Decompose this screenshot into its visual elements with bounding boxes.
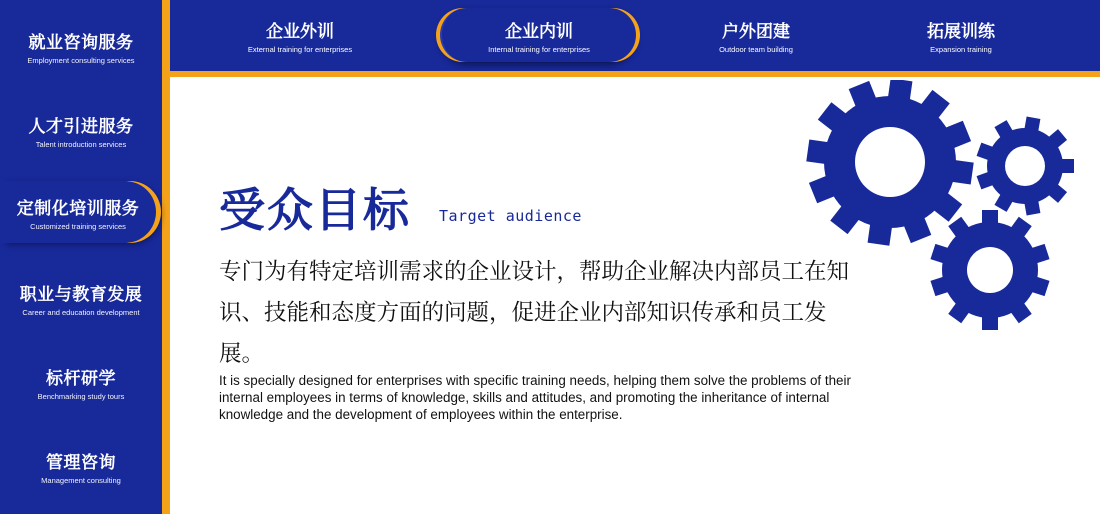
large-gear-icon (806, 80, 973, 246)
tab-label: 企业外训 (266, 21, 334, 42)
small-gear-icon (977, 117, 1074, 216)
tab-label: 户外团建 (722, 21, 790, 42)
gear-hole (855, 127, 925, 197)
sidebar-item-sublabel: Career and education development (22, 307, 140, 317)
tab-outdoor-team-building[interactable] (658, 8, 854, 62)
sidebar-item-management-consulting[interactable] (0, 434, 162, 498)
sidebar-item-sublabel: Management consulting (41, 475, 121, 485)
sidebar-item-career-education[interactable] (0, 266, 162, 330)
top-nav-accent-border (170, 71, 1100, 77)
sidebar-item-sublabel: Talent introduction services (35, 139, 127, 149)
sidebar-item-benchmarking-tours[interactable] (0, 350, 162, 414)
gear-hole (1005, 146, 1045, 186)
top-nav (170, 0, 1100, 71)
tab-label: 企业内训 (505, 21, 573, 42)
description-chinese: 专门为有特定培训需求的企业设计，帮助企业解决内部员工在知识、技能和态度方面的问题，促进企业内部知识传承和员工发展。 (219, 259, 850, 367)
sidebar-item-employment-consulting[interactable] (0, 14, 162, 78)
tab-label: 拓展训练 (927, 21, 995, 42)
sidebar-accent-border (162, 0, 170, 514)
sidebar-item-sublabel: Benchmarking study tours (37, 391, 125, 401)
sidebar-item-label: 职业与教育发展 (19, 284, 143, 305)
sidebar-item-label: 定制化培训服务 (16, 198, 140, 219)
gears-icon (800, 80, 1090, 340)
description-english: It is specially designed for enterprises with specific training needs, helping them solve the problems of their internal employees in terms of knowledge, skills and attitudes, and promoting the inheritance of internal knowledge and the development of employees within the enterprise. (219, 373, 851, 422)
page-subtitle: Target audience (439, 207, 582, 225)
medium-gear-icon (930, 210, 1049, 330)
tab-internal-training[interactable] (440, 8, 636, 62)
sidebar-item-talent-introduction[interactable] (0, 98, 162, 162)
tab-sublabel: Expansion training (930, 44, 992, 54)
sidebar-item-label: 管理咨询 (46, 452, 116, 473)
sidebar-item-label: 标杆研学 (46, 368, 116, 389)
sidebar-item-sublabel: Customized training services (30, 221, 126, 231)
page-title: 受众目标 (219, 183, 411, 237)
tab-sublabel: Outdoor team building (719, 44, 793, 54)
sidebar-item-label: 人才引进服务 (28, 116, 134, 137)
sidebar-item-label: 就业咨询服务 (28, 32, 134, 53)
sidebar-item-sublabel: Employment consulting services (27, 55, 135, 65)
tab-expansion-training[interactable] (863, 8, 1059, 62)
sidebar-item-customized-training[interactable] (0, 181, 156, 243)
sidebar (0, 0, 162, 514)
tab-sublabel: External training for enterprises (247, 44, 353, 54)
gear-hole (967, 247, 1013, 293)
tab-external-training[interactable] (202, 8, 398, 62)
tab-sublabel: Internal training for enterprises (488, 44, 590, 54)
